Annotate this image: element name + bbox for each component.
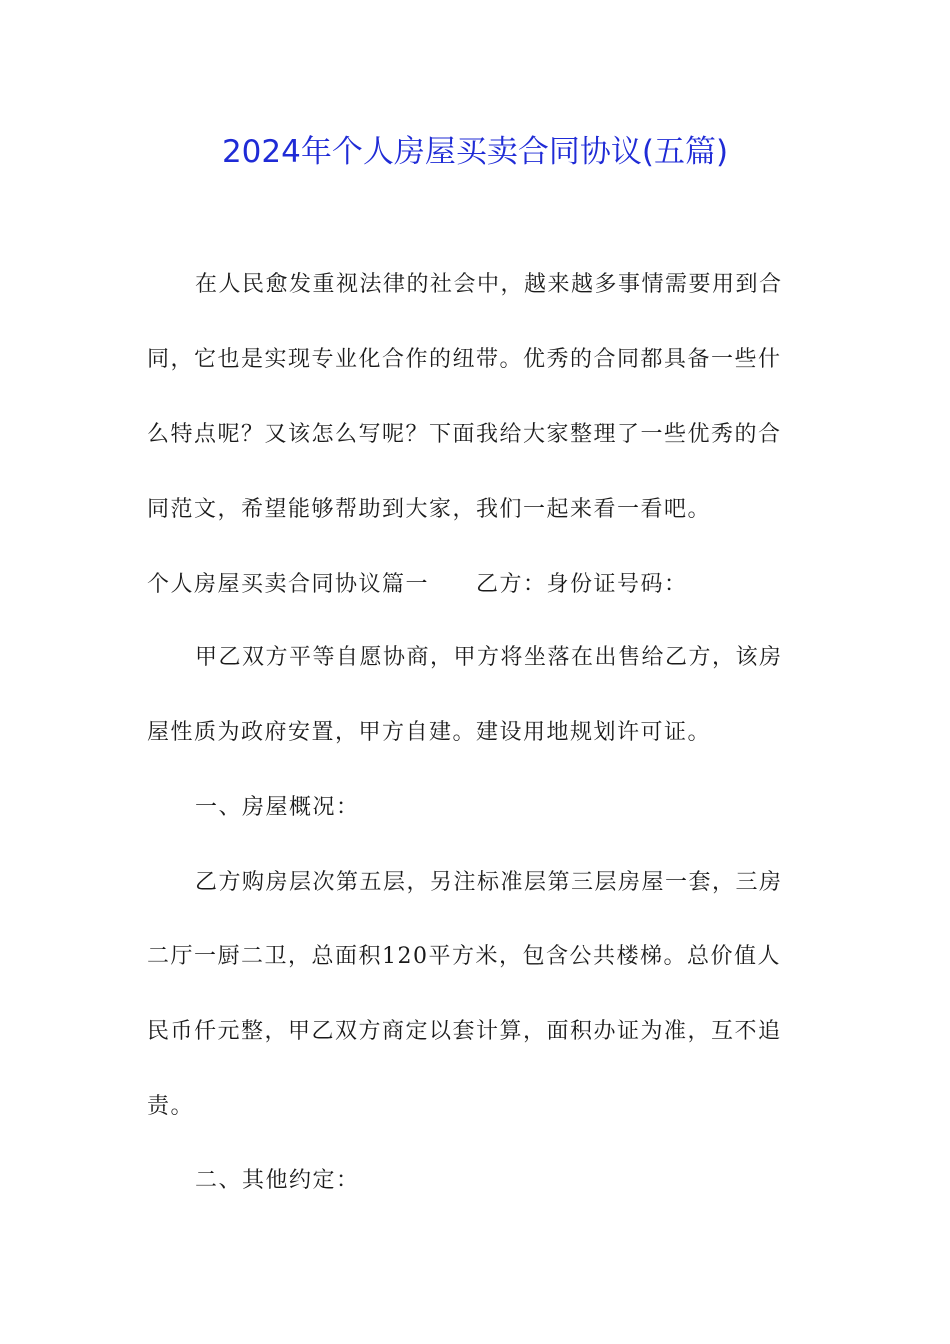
paragraph-line: 甲乙双方平等自愿协商，甲方将坐落在出售给乙方，该房 bbox=[195, 645, 783, 670]
document-title: 2024年个人房屋买卖合同协议(五篇) bbox=[221, 134, 729, 170]
paragraph-line: 民币仟元整，甲乙双方商定以套计算，面积办证为准，互不追 bbox=[147, 1019, 782, 1044]
paragraph-line: 在人民愈发重视法律的社会中，越来越多事情需要用到合 bbox=[195, 272, 783, 297]
clause-heading: 一、房屋概况： bbox=[195, 795, 360, 820]
paragraph-line: 同，它也是实现专业化合作的纽带。优秀的合同都具备一些什 bbox=[147, 347, 782, 372]
paragraph-line: 同范文，希望能够帮助到大家，我们一起来看一看吧。 bbox=[147, 497, 712, 522]
paragraph-line: 二厅一厨二卫，总面积120平方米，包含公共楼梯。总价值人 bbox=[147, 944, 781, 969]
paragraph-line: 么特点呢？又该怎么写呢？下面我给大家整理了一些优秀的合 bbox=[147, 422, 782, 447]
paragraph-line: 责。 bbox=[147, 1094, 195, 1119]
section-heading-line: 个人房屋买卖合同协议篇一 乙方：身份证号码： bbox=[147, 572, 688, 597]
clause-heading: 二、其他约定： bbox=[195, 1168, 360, 1193]
paragraph-line: 乙方购房层次第五层，另注标准层第三层房屋一套，三房 bbox=[195, 870, 783, 895]
paragraph-line: 屋性质为政府安置，甲方自建。建设用地规划许可证。 bbox=[147, 720, 712, 745]
